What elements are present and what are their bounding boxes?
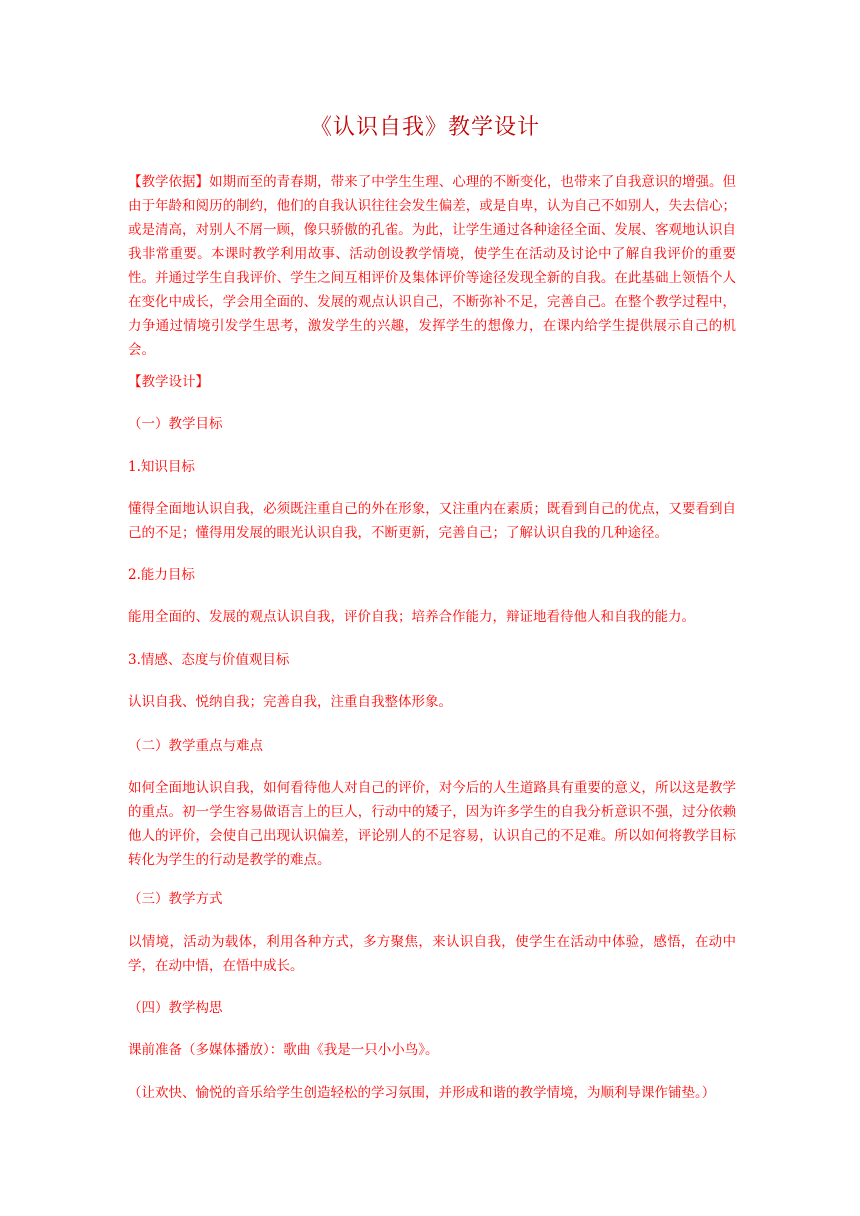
basis-paragraph: 【教学依据】如期而至的青春期，带来了中学生生理、心理的不断变化，也带来了自我意识的增强。但由于年龄和阅历的制约，他们的自我认识往往会发生偏差，或是自卑，认为自己不如别人，失去信心；或是清高，对别人不屑一顾，像只骄傲的孔雀。为此，让学生通过各种途径全面、发展、客观地认识自我非常重要。本课时教学利用故事、活动创设教学情境，使学生在活动及讨论中了解自我评价的重要性。并通过学生自我评价、学生之间互相评价及集体评价等途径发现全新的自我。在此基础上领悟个人在变化中成长，学会用全面的、发展的观点认识自己，不断弥补不足，完善自己。在整个教学过程中，力争通过情境引发学生思考，激发学生的兴趣，发挥学生的想像力，在课内给学生提供展示自己的机会。 [128,174,736,358]
emotion-goal-text: 认识自我、悦纳自我；完善自我，注重自我整体形象。 [128,694,452,710]
key-points-heading: （二）教学重点与难点 [128,738,263,754]
teaching-concept-heading: （四）教学构思 [128,1000,223,1016]
teaching-method-text: 以情境，活动为载体，利用各种方式，多方聚焦，来认识自我，使学生在活动中体验，感悟，在动中学，在动中悟，在悟中成长。 [128,934,736,974]
preparation-text: 课前准备（多媒体播放）：歌曲《我是一只小小鸟》。 [128,1042,439,1058]
preparation-note: （让欢快、愉悦的音乐给学生创造轻松的学习氛围，并形成和谐的教学情境，为顺利导课作铺垫。） [128,1085,716,1101]
key-points-text: 如何全面地认识自我，如何看待他人对自己的评价，对今后的人生道路具有重要的意义，所以这是教学的重点。初一学生容易做语言上的巨人，行动中的矮子，因为许多学生的自我分析意识不强，过分依赖他人的评价，会使自己出现认识偏差，评论别人的不足容易，认识自己的不足难。所以如何将教学目标转化为学生的行动是教学的难点。 [128,780,736,868]
document-title: 《认识自我》教学设计 [309,115,540,140]
design-heading: 【教学设计】 [128,374,209,390]
objectives-heading: （一）教学目标 [128,416,223,432]
ability-goal-text: 能用全面的、发展的观点认识自我，评价自我；培养合作能力，辩证地看待他人和自我的能力。 [128,609,695,625]
knowledge-goal-text: 懂得全面地认识自我，必须既注重自己的外在形象，又注重内在素质；既看到自己的优点，又要看到自己的不足；懂得用发展的眼光认识自我，不断更新，完善自己；了解认识自我的几种途径。 [128,501,736,541]
knowledge-goal-heading: 1.知识目标 [128,459,195,475]
emotion-goal-heading: 3.情感、态度与价值观目标 [128,652,290,668]
teaching-method-heading: （三）教学方式 [128,891,223,907]
ability-goal-heading: 2.能力目标 [128,567,195,583]
